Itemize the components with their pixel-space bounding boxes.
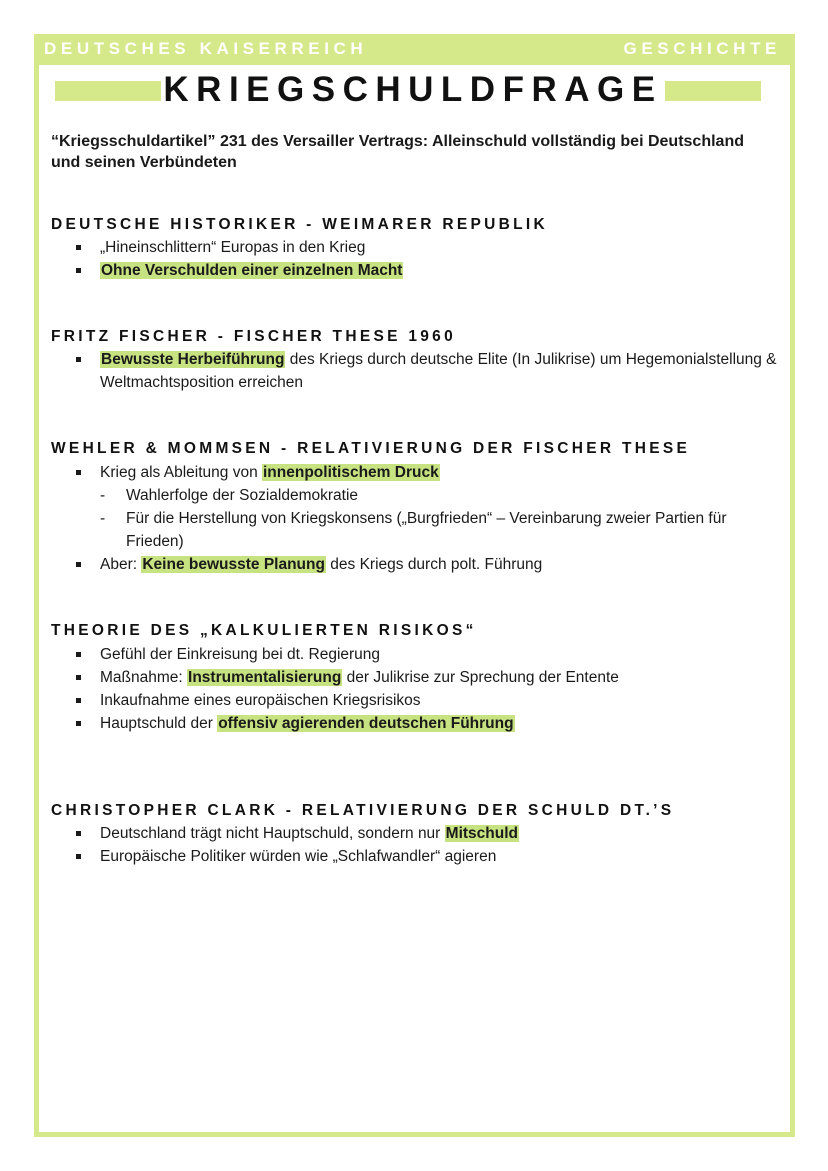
highlight: innenpolitischem Druck <box>263 464 439 481</box>
section-heading-wehler-mommsen: WEHLER & MOMMSEN - RELATIVIERUNG DER FISCHER THESE <box>51 440 691 457</box>
list-item-text: Krieg als Ableitung von <box>100 464 262 481</box>
section-list-wehler-mommsen <box>72 461 782 576</box>
list-item-text: der Julikrise zur Sprechung der Entente <box>342 669 619 686</box>
list-item-text: „Hineinschlittern“ Europas in den Krieg <box>100 239 366 256</box>
list-item-text: des Kriegs durch deutsche Elite (In Julikrise) um Hegemonialstellung & Weltmachtsposition erreichen <box>100 351 777 391</box>
highlight: Mitschuld <box>445 825 518 842</box>
list-item <box>72 236 782 259</box>
title-decor-right <box>665 81 761 101</box>
sub-list <box>100 484 782 553</box>
intro-rest: 231 des Versailler Vertrags: Alleinschuld vollständig bei Deutschland und seinen Verbündeten <box>51 133 744 171</box>
title-decor-left <box>55 81 161 101</box>
section-list-clark <box>72 822 782 868</box>
highlight: Ohne Verschulden einer einzelnen Macht <box>101 262 403 279</box>
list-item <box>72 689 782 712</box>
page-border <box>34 34 795 1137</box>
sub-list-item: - Wahlerfolge der Sozialdemokratie <box>100 484 782 507</box>
header-subject: DEUTSCHES KAISERREICH <box>44 39 368 58</box>
section-heading-fischer: FRITZ FISCHER - FISCHER THESE 1960 <box>51 328 457 345</box>
section-list-fischer <box>72 348 782 394</box>
highlight: Keine bewusste Planung <box>142 556 325 573</box>
list-item-text: Aber: <box>100 556 142 573</box>
list-item-text: Deutschland trägt nicht Hauptschuld, sondern nur <box>100 825 445 842</box>
list-item <box>72 461 782 553</box>
section-list-weimar <box>72 236 782 282</box>
intro-bold: “Kriegsschuldartikel” <box>51 133 216 150</box>
highlight: Instrumentalisierung <box>188 669 342 686</box>
page-title: KRIEGSCHULDFRAGE <box>163 70 663 109</box>
list-item <box>72 666 782 689</box>
intro-text <box>51 131 771 173</box>
list-item <box>72 643 782 666</box>
header-bar <box>34 34 795 65</box>
list-item-text: des Kriegs durch polt. Führung <box>325 556 543 573</box>
list-item-text: Europäische Politiker würden wie „Schlafwandler“ agieren <box>100 848 497 865</box>
list-item <box>72 259 782 282</box>
highlight: Bewusste Herbeiführung <box>101 351 285 368</box>
list-item <box>72 822 782 845</box>
header-category: GESCHICHTE <box>623 39 781 58</box>
section-list-kalkuliertes-risiko <box>72 643 782 735</box>
list-item-text: Hauptschuld der <box>100 715 218 732</box>
list-item-text: Inkaufnahme eines europäischen Kriegsrisikos <box>100 692 421 709</box>
list-item-text: Gefühl der Einkreisung bei dt. Regierung <box>100 646 381 663</box>
section-heading-clark: CHRISTOPHER CLARK - RELATIVIERUNG DER SCHULD DT.’S <box>51 802 675 819</box>
list-item <box>72 845 782 868</box>
section-heading-weimar: DEUTSCHE HISTORIKER - WEIMARER REPUBLIK <box>51 216 548 233</box>
list-item <box>72 712 782 735</box>
section-heading-kalkuliertes-risiko: THEORIE DES „KALKULIERTEN RISIKOS“ <box>51 622 477 639</box>
sub-list-item: - Für die Herstellung von Kriegskonsens („Burgfrieden“ – Vereinbarung zweier Partien für Frieden) <box>100 507 782 553</box>
highlight: offensiv agierenden deutschen Führung <box>218 715 514 732</box>
list-item <box>72 348 782 394</box>
list-item-text: Maßnahme: <box>100 669 188 686</box>
list-item <box>72 553 782 576</box>
